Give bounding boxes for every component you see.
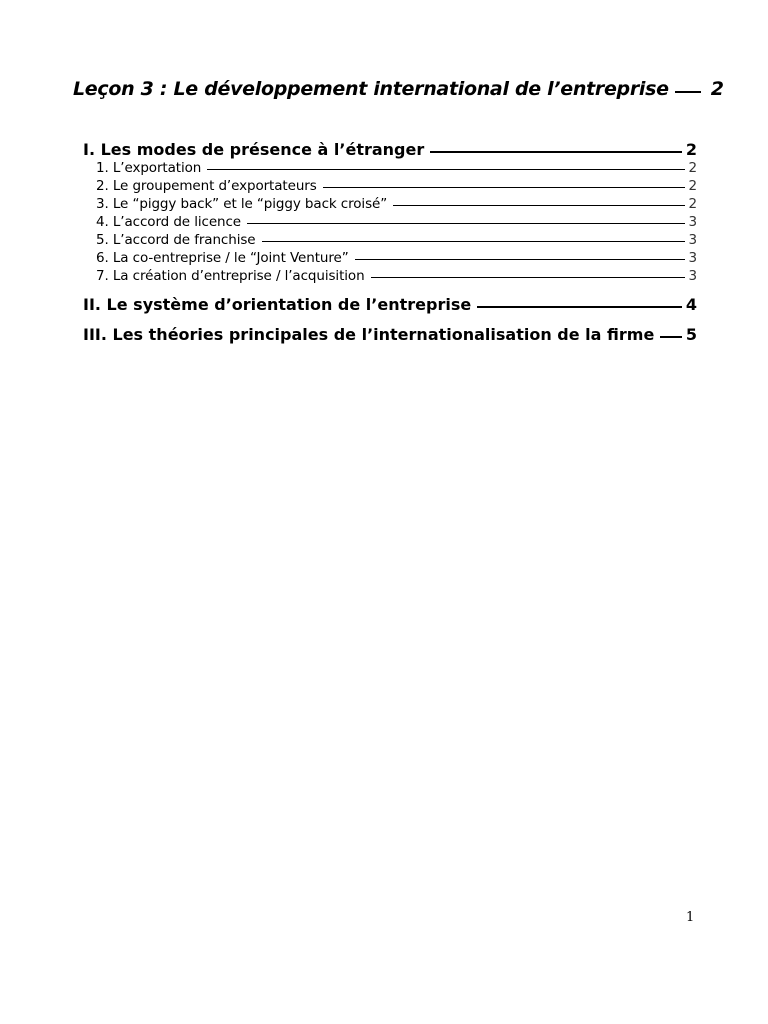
toc-section-1[interactable] (83, 140, 697, 159)
section-title: I. Les modes de présence à l’étranger (83, 140, 425, 159)
section-title: III. Les théories principales de l’internationalisation de la firme (83, 325, 655, 344)
item-title: 1. L’exportation (96, 160, 202, 176)
item-title: 2. Le groupement d’exportateurs (96, 178, 317, 194)
toc-leader (477, 306, 682, 308)
toc-item-1[interactable] (96, 160, 697, 176)
item-title: 3. Le “piggy back” et le “piggy back croisé” (96, 196, 388, 212)
item-title: 4. L’accord de licence (96, 214, 242, 230)
toc-leader (660, 336, 682, 338)
toc-leader (393, 205, 684, 206)
page-number: 1 (686, 910, 695, 925)
item-page-number: 2 (688, 196, 697, 212)
item-page-number: 2 (688, 178, 697, 194)
item-page-number: 2 (688, 160, 697, 176)
section-page-number: 2 (685, 140, 697, 159)
toc-item-2[interactable] (96, 178, 697, 194)
toc-leader (355, 259, 685, 260)
toc-leader (323, 187, 685, 188)
toc-leader (430, 151, 682, 153)
toc-leader (207, 169, 684, 170)
item-title: 7. La création d’entreprise / l’acquisition (96, 268, 365, 284)
toc-leader (262, 241, 685, 242)
toc-lesson-entry[interactable] (73, 78, 724, 100)
section-page-number: 5 (685, 325, 697, 344)
section-page-number: 4 (685, 295, 697, 314)
item-title: 5. L’accord de franchise (96, 232, 256, 248)
toc-item-5[interactable] (96, 232, 697, 248)
item-page-number: 3 (688, 214, 697, 230)
section-title: II. Le système d’orientation de l’entreprise (83, 295, 472, 314)
toc-leader (675, 91, 701, 93)
item-page-number: 3 (688, 250, 697, 266)
item-page-number: 3 (688, 268, 697, 284)
lesson-page-number: 2 (710, 78, 724, 100)
toc-section-3[interactable] (83, 325, 697, 344)
toc-item-6[interactable] (96, 250, 697, 266)
toc-leader (371, 277, 685, 278)
toc-item-4[interactable] (96, 214, 697, 230)
toc-item-7[interactable] (96, 268, 697, 284)
toc-item-3[interactable] (96, 196, 697, 212)
lesson-title: Leçon 3 : Le développement international de l’entreprise (73, 78, 669, 100)
item-page-number: 3 (688, 232, 697, 248)
item-title: 6. La co-entreprise / le “Joint Venture” (96, 250, 349, 266)
toc-leader (247, 223, 684, 224)
toc-section-2[interactable] (83, 295, 697, 314)
